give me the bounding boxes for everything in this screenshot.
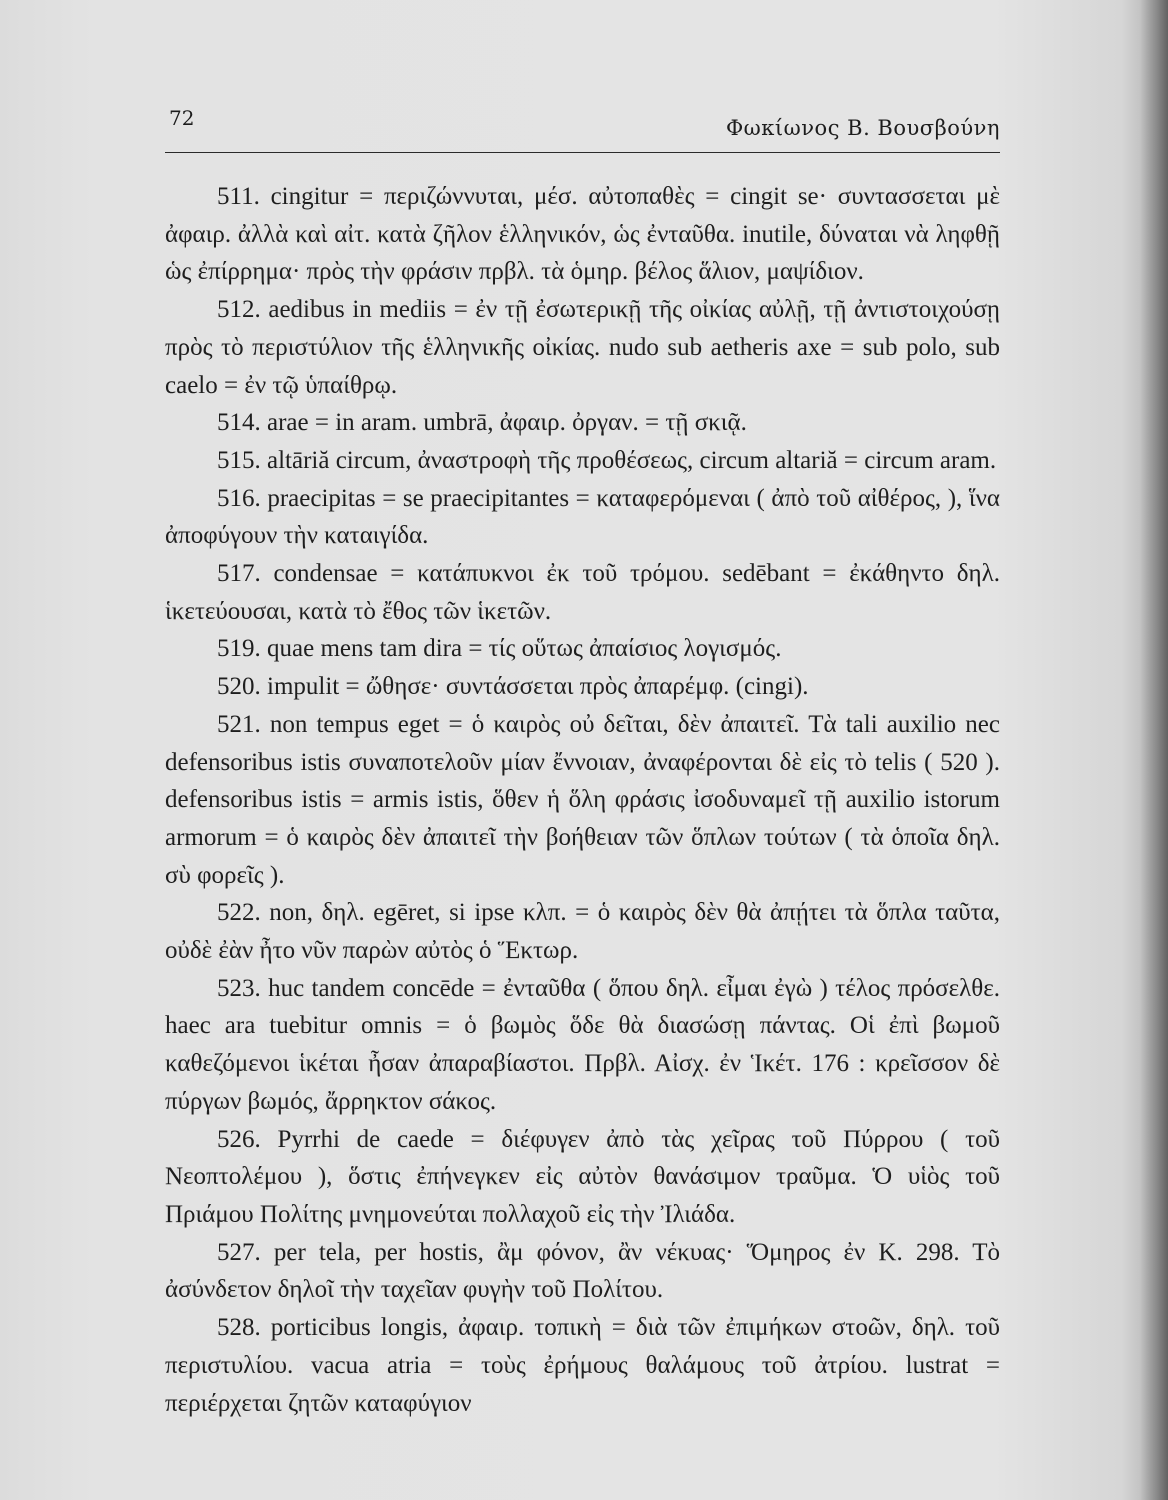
page-number: 72 (169, 106, 195, 130)
note-521: 521. non tempus eget = ὁ καιρὸς οὐ δεῖται, δὲν ἀπαιτεῖ. Τὰ tali auxilio nec defensoribus istis συναποτελοῦν μίαν ἔννοιαν, ἀναφέρονται δὲ εἰς τὸ telis ( 520 ). defensoribus istis = armis istis, ὅθεν ἡ ὅλη φράσις ἰσοδυναμεῖ τῇ auxilio istorum armorum = ὁ καιρὸς δὲν ἀπαιτεῖ τὴν βοήθειαν τῶν ὅπλων τούτων ( τὰ ὁποῖα δηλ. σὺ φορεῖς ). (165, 710, 1000, 889)
note-526: 526. Pyrrhi de caede = διέφυγεν ἀπὸ τὰς χεῖρας τοῦ Πύρρου ( τοῦ Νεοπτολέμου ), ὅστις ἐπήνεγκεν εἰς αὐτὸν θανάσιμον τραῦμα. Ὁ υἱὸς τοῦ Πριάμου Πολίτης μνημονεύται πολλαχοῦ εἰς τὴν Ἰλιάδα. (165, 1125, 1000, 1228)
note-516: 516. praecipitas = se praecipitantes = καταφερόμεναι ( ἀπὸ τοῦ αἰθέρος, ), ἵνα ἀποφύγουν τὴν καταιγίδα. (165, 484, 1000, 550)
note-522: 522. non, δηλ. egēret, si ipse κλπ. = ὁ καιρὸς δὲν θὰ ἀπῄτει τὰ ὅπλα ταῦτα, οὐδὲ ἐὰν ἦτο νῦν παρὼν αὐτὸς ὁ Ἕκτωρ. (165, 899, 1000, 965)
note-519: 519. quae mens tam dira = τίς οὕτως ἀπαίσιος λογισμός. (217, 635, 782, 663)
note-523: 523. huc tandem concēde = ἐνταῦθα ( ὅπου δηλ. εἶμαι ἐγὼ ) τέλος πρόσελθε. haec ara tuebitur omnis = ὁ βωμὸς ὅδε θὰ διασώσῃ πάντας. Οἱ ἐπὶ βωμοῦ καθεζόμενοι ἱκέται ἦσαν ἀπαραβίαστοι. Πρβλ. Αἰσχ. ἐν Ἱκέτ. 176 : κρεῖσσον δὲ πύργων βωμός, ἄρρηκτον σάκος. (165, 974, 1000, 1115)
page-header (165, 104, 1000, 153)
page-spine-shadow (1140, 0, 1168, 1500)
note-528: 528. porticibus longis, ἀφαιρ. τοπικὴ = διὰ τῶν ἐπιμήκων στοῶν, δηλ. τοῦ περιστυλίου. vacua atria = τοὺς ἐρήμους θαλάμους τοῦ ἀτρίου. lustrat = περιέρχεται ζητῶν καταφύγιον (165, 1314, 1000, 1417)
note-511: 511. cingitur = περιζώννυται, μέσ. αὐτοπαθὲς = cingit se· συντασσεται μὲ ἀφαιρ. ἀλλὰ καὶ αἰτ. κατὰ ζῆλον ἑλληνικόν, ὡς ἐνταῦθα. inutile, δύναται νὰ ληφθῇ ὡς ἐπίρρημα· πρὸς τὴν φράσιν πρβλ. τὰ ὁμηρ. βέλος ἅλιον, μαψίδιον. (165, 183, 1000, 286)
note-527: 527. per tela, per hostis, ἂμ φόνον, ἂν νέκυας· Ὅμηρος ἐν Κ. 298. Τὸ ἀσύνδετον δηλοῖ τὴν ταχεῖαν φυγὴν τοῦ Πολίτου. (165, 1238, 1000, 1304)
note-515: 515. altāriă circum, ἀναστροφὴ τῆς προθέσεως, circum altariă = circum aram. (217, 446, 997, 474)
note-517: 517. condensae = κατάπυκνοι ἐκ τοῦ τρόμου. sedēbant = ἐκάθηντο δηλ. ἱκετεύουσαι, κατὰ τὸ ἔθος τῶν ἱκετῶν. (165, 560, 1000, 625)
running-head-author: Φωκίωνος Β. Βουσβούνη (725, 116, 1000, 140)
commentary-body (165, 178, 1000, 1422)
note-512: 512. aedibus in mediis = ἐν τῇ ἐσωτερικῇ τῆς οἰκίας αὐλῇ, τῇ ἀντιστοιχούσῃ πρὸς τὸ περιστύλιον τῆς ἑλληνικῆς οἰκίας. nudo sub aetheris axe = sub polo, sub caelo = ἐν τῷ ὑπαίθρῳ. (165, 296, 1000, 399)
note-520: 520. impulit = ὤθησε· συντάσσεται πρὸς ἀπαρέμφ. (cingi). (217, 673, 809, 701)
note-514: 514. arae = in aram. umbrā, ἀφαιρ. ὀργαν. = τῇ σκιᾷ. (217, 409, 747, 437)
